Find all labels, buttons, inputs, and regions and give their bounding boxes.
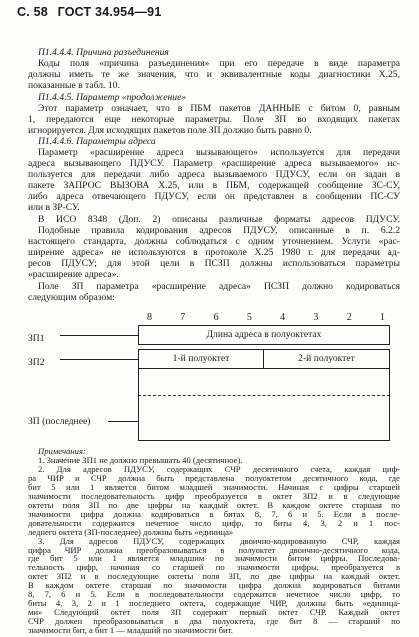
first-semioctet-field: 1-й полуоктет: [138, 349, 264, 369]
note-line: 1. Значение ЗП1 не должно превышать 40 (десятичное).: [38, 454, 243, 465]
bit-label: 7: [180, 312, 186, 323]
page-number: С. 58: [17, 5, 48, 19]
note-line: 8, 7, 6 и 5. Если в последовательности содержится нечетное число цифр, то: [28, 589, 400, 600]
last-octet-field: [138, 421, 390, 441]
section-heading: П1.4.4.5. Параметр «продолжение»: [38, 92, 187, 103]
row-leader-line: [60, 359, 138, 360]
text-line: или в ЗР-СУ.: [28, 202, 80, 213]
text-line: ресов ПДУСУ; для этой цели в ПСЗП должны использоваться параметры: [28, 258, 400, 269]
text-line: Параметр «расширение адреса вызывающего» используется для передачи: [38, 147, 400, 158]
text-line: 1, передаются еще некоторые параметры. Поле ЗП во входящих пакетах: [28, 114, 400, 125]
text-line: пакете ЗАПРОС ВЫЗОВА X.25, или в ПБМ, содержащей сообщение ЗС-СУ,: [28, 180, 400, 191]
note-line: ми» Следующий октет поля ЗП содержит первый октет СЧР. Каждый октет: [28, 607, 400, 618]
note-line: значимости цифра должна кодироваться в битах 8, 7, 6 и 5. Если в после-: [28, 508, 400, 519]
section-heading: П1.4.4.4. Причина разъединения: [38, 47, 169, 58]
notes-title: Примечания:: [38, 446, 86, 456]
text-line: должны иметь те же значения, что и эквивалентные коды диагностики X.25,: [28, 69, 400, 80]
text-line: показанные в табл. 10.: [28, 80, 120, 91]
second-semioctet-field: 2-й полуоктет: [264, 349, 390, 369]
bit-label: 2: [346, 312, 352, 323]
text-line: настоящего стандарта, должны соблюдаться с одним уточнением. Услуги «рас-: [28, 236, 400, 247]
text-line: Этот параметр означает, что в ПБМ пакетов ДАННЫЕ с битом 0, равным: [38, 103, 400, 114]
text-line: адреса вызывающего ПДУСУ. Параметр «расширение адреса вызываемого» ис-: [28, 158, 400, 169]
bit-label: 6: [213, 312, 219, 323]
note-line: леднего октета (ЗП-последнее) должны быть «единица»: [28, 526, 234, 537]
text-line: ширение адреса» не используются в протоколе X.25 1980 г. для передачи ад-: [28, 247, 400, 258]
note-line: тельность цифр, начиная со старшей по значимости цифры, преобразуется в: [28, 562, 400, 573]
note-line: ра ЧИР и СЧР должна быть представлена полуоктетом десятичного кода, где: [28, 472, 400, 483]
text-line: Подобные правила кодирования адресов ПДУСУ, описанные в п. 6.2.2: [38, 225, 400, 236]
diagram-ellipsis-line: [138, 395, 390, 396]
note-line: довательности содержится нечетное число цифр, то биты 4, 3, 2 и 1 пос-: [28, 517, 400, 528]
section-heading: П1.4.4.6. Параметры адреса: [38, 136, 156, 147]
row-leader-line: [60, 335, 138, 336]
note-line: биты 4, 3, 2 и 1 последнего октета, содержащие ЧИР, должны быть «единица-: [28, 598, 400, 609]
text-line: «расширение адреса».: [28, 269, 119, 280]
row-label: ЗП1: [28, 333, 45, 344]
bit-label: 8: [147, 312, 152, 323]
note-line: значимости последовательность цифр преобразуется в октет ЗП2 и в следующие: [28, 490, 400, 501]
text-line: игнорируется. Для исходящих пакетов поле ЗП должно быть равно 0.: [28, 125, 312, 136]
text-line: либо адреса отвечающего ПДУСУ, если он представлен в сообщении ПС-СУ: [28, 191, 400, 202]
note-line: СЧР должен преобразовываться в два полуоктета, где бит 8 — старший по: [28, 616, 400, 626]
row-leader-line: [108, 421, 138, 422]
bit-label: 3: [313, 312, 319, 323]
note-line: 3. Для адресов ПДУСУ, содержащих двоично-кодированную СЧР, каждая: [38, 535, 400, 546]
address-length-field: Длина адреса в полуоктетах: [138, 325, 390, 345]
text-line: Поле ЗП параметра «расширение адреса» ПСЗП должно кодироваться: [38, 281, 400, 292]
text-line: В ИСО 8348 (Доп. 2) описаны различные форматы адресов ПДУСУ.: [38, 214, 400, 225]
note-line: октет ЗП2 и в последующие октеты поля ЗП, по две цифры на каждый октет.: [28, 571, 400, 582]
row-label: ЗП (последнее): [28, 416, 91, 427]
row-label: ЗП2: [28, 357, 45, 368]
note-line: где бит 5 или 1 является младшим по значимости битом цифры. Последова-: [28, 553, 400, 564]
document-code: ГОСТ 34.954—91: [57, 5, 162, 19]
bit-numbers: [147, 312, 385, 323]
note-line: бит 5 или 1 является битом младшей значимости. Начиная с цифры старшей: [28, 481, 400, 492]
bit-label: 1: [379, 312, 385, 323]
note-line: цифра ЧИР должна преобразовываться в полуоктет двоично-десятичного кода,: [28, 544, 400, 555]
text-line: пользуется для передачи либо адреса вызываемого ПДУСУ, если он задан в: [28, 169, 400, 180]
text-line: следующим образом:: [28, 292, 115, 303]
note-line: значимости бит, а бит 1 — младший по значимости бит.: [28, 625, 233, 635]
note-line: 2. Для адресов ПДУСУ, содержащих СЧР десятичного счета, каждая циф-: [38, 463, 400, 474]
note-line: В каждом октете старшая по значимости цифра должна кодироваться битами: [28, 580, 400, 591]
note-line: октеты поля ЗП по две цифры на каждый октет. В каждом октете старшая по: [28, 499, 400, 510]
page-header: [17, 5, 161, 19]
bit-label: 4: [280, 312, 286, 323]
text-line: Коды поля «причина разъединения» при его передаче в виде параметра: [38, 58, 400, 69]
bit-label: 5: [246, 312, 252, 323]
